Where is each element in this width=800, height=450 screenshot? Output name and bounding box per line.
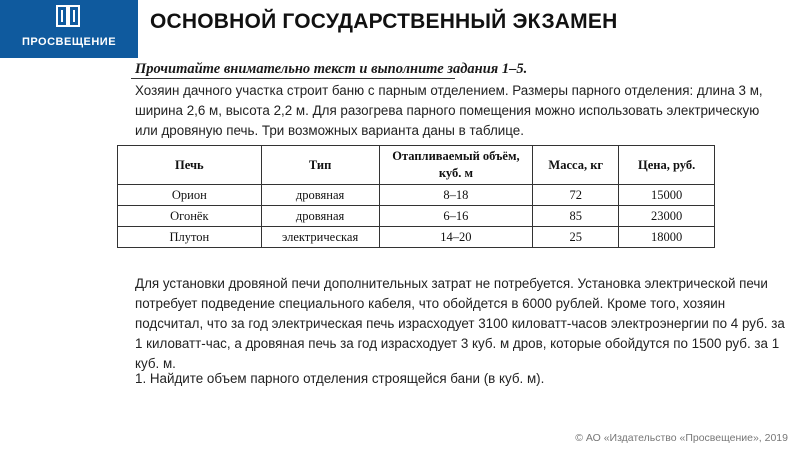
intro-paragraph: Хозяин дачного участка строит баню с парным отделением. Размеры парного отделения: длина 3 м, ширина 2,6 м, высота 2,2 м. Для разогрева парного помещения можно использовать электрическую или дровяную печь. Три возможных варианта даны в таблице. bbox=[135, 83, 763, 138]
table-cell: 8–18 bbox=[379, 185, 533, 206]
copyright-notice: © АО «Издательство «Просвещение», 2019 bbox=[575, 432, 788, 444]
column-header: Масса, кг bbox=[533, 146, 619, 185]
table-header-row bbox=[118, 146, 715, 185]
column-header: Тип bbox=[261, 146, 379, 185]
conditions-paragraph: Для установки дровяной печи дополнительных затрат не потребуется. Установка электрической печи потребует подведение специального кабеля, что обойдется в 6000 рублей. Кроме того, хозяин подсчитал, что за год электрическая печь израсходует 3100 киловатт-часов электроэнергии по 4 руб. за 1 киловатт-час, а дровяная печь за год израсходует 3 куб. м дров, которые обойдутся по 1500 руб. за 1 куб. м. bbox=[135, 276, 785, 371]
stoves-table bbox=[117, 145, 715, 248]
table-row bbox=[118, 185, 715, 206]
table-cell: Огонёк bbox=[118, 206, 262, 227]
table-cell: 72 bbox=[533, 185, 619, 206]
instruction-underline bbox=[131, 78, 455, 79]
table-cell: 85 bbox=[533, 206, 619, 227]
instruction-text: Прочитайте внимательно текст и выполните задания 1–5. bbox=[135, 61, 528, 77]
table-cell: дровяная bbox=[261, 206, 379, 227]
page-title: ОСНОВНОЙ ГОСУДАРСТВЕННЫЙ ЭКЗАМЕН bbox=[150, 10, 618, 33]
column-header: Цена, руб. bbox=[619, 146, 715, 185]
publisher-logo bbox=[0, 0, 138, 58]
table-cell: Орион bbox=[118, 185, 262, 206]
logo-text: ПРОСВЕЩЕНИЕ bbox=[21, 36, 117, 48]
column-header: Отапливаемый объём, куб. м bbox=[379, 146, 533, 185]
column-header: Печь bbox=[118, 146, 262, 185]
table-row bbox=[118, 206, 715, 227]
table-row bbox=[118, 227, 715, 248]
table-cell: Плутон bbox=[118, 227, 262, 248]
table-cell: 18000 bbox=[619, 227, 715, 248]
table-cell: 6–16 bbox=[379, 206, 533, 227]
book-icon bbox=[56, 5, 80, 27]
table-cell: 23000 bbox=[619, 206, 715, 227]
table-cell: 15000 bbox=[619, 185, 715, 206]
table-cell: 25 bbox=[533, 227, 619, 248]
table-cell: электрическая bbox=[261, 227, 379, 248]
question-1: 1. Найдите объем парного отделения строящейся бани (в куб. м). bbox=[135, 371, 545, 386]
table-cell: 14–20 bbox=[379, 227, 533, 248]
table-cell: дровяная bbox=[261, 185, 379, 206]
